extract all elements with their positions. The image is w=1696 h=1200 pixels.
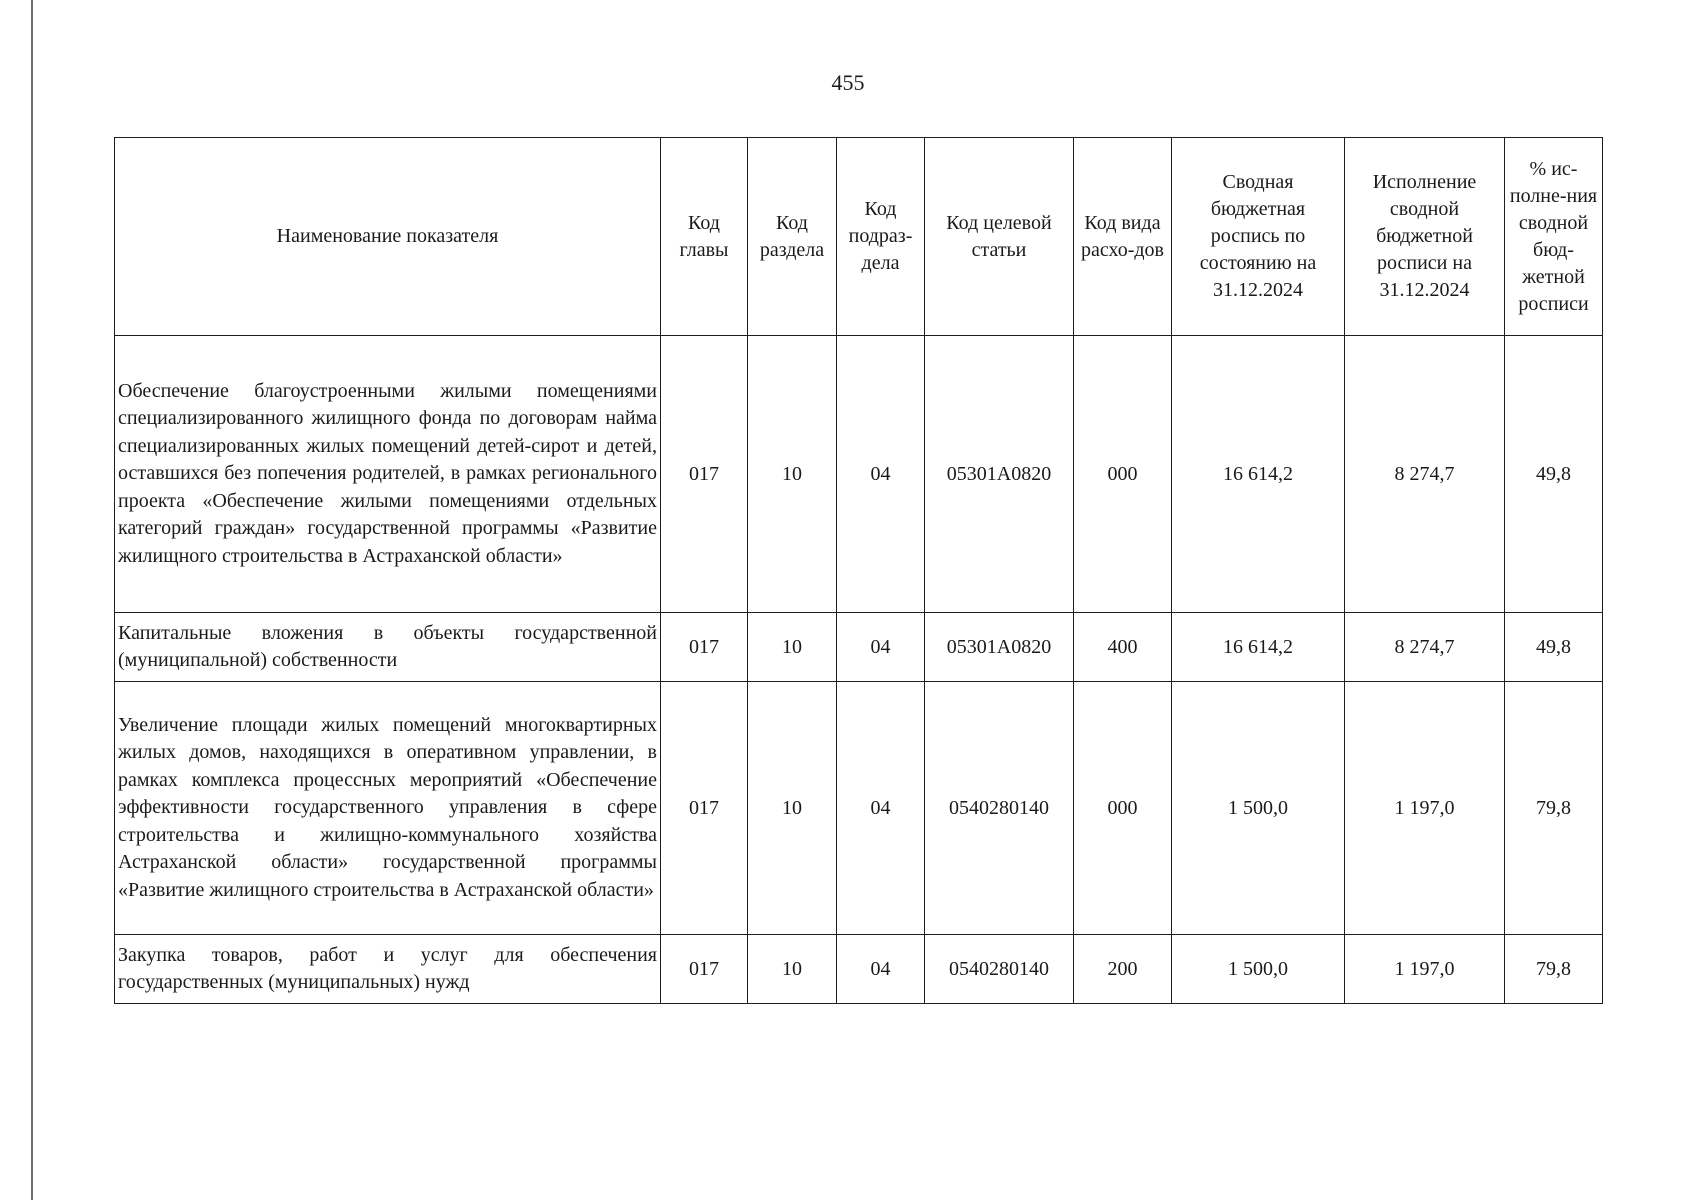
expense-type-cell: 400 [1074,613,1172,682]
header-execution-percent: % ис-полне-ния сводной бюд-жетной росписи [1505,138,1603,336]
executed-amount-cell: 8 274,7 [1345,336,1505,613]
section-code-cell: 10 [748,682,837,935]
section-code-cell: 10 [748,336,837,613]
target-code-cell: 05301А0820 [925,613,1074,682]
subsection-code-cell: 04 [837,336,925,613]
expense-type-cell: 000 [1074,682,1172,935]
executed-amount-cell: 1 197,0 [1345,935,1505,1004]
header-executed-budget: Исполнение сводной бюджетной росписи на 31.12.2024 [1345,138,1505,336]
planned-amount-cell: 16 614,2 [1172,336,1345,613]
header-section-code: Код раздела [748,138,837,336]
percent-cell: 79,8 [1505,682,1603,935]
target-code-cell: 0540280140 [925,682,1074,935]
table-header-row [115,138,1603,336]
chapter-code-cell: 017 [661,935,748,1004]
chapter-code-cell: 017 [661,336,748,613]
executed-amount-cell: 8 274,7 [1345,613,1505,682]
section-code-cell: 10 [748,935,837,1004]
table-row [115,682,1603,935]
expense-type-cell: 200 [1074,935,1172,1004]
table-row [115,336,1603,613]
expense-type-cell: 000 [1074,336,1172,613]
percent-cell: 79,8 [1505,935,1603,1004]
executed-amount-cell: 1 197,0 [1345,682,1505,935]
planned-amount-cell: 16 614,2 [1172,613,1345,682]
indicator-name-cell: Увеличение площади жилых помещений многоквартирных жилых домов, находящихся в оперативном управлении, в рамках комплекса процессных мероприятий «Обеспечение эффективности государственного управления в сфере строительства и жилищно-коммунального хозяйства Астраханской области» государственной программы «Развитие жилищного строительства в Астраханской области» [115,682,661,935]
header-subsection-code: Код подраз-дела [837,138,925,336]
header-expense-type-code: Код вида расхо-дов [1074,138,1172,336]
subsection-code-cell: 04 [837,682,925,935]
percent-cell: 49,8 [1505,336,1603,613]
header-target-code: Код целевой статьи [925,138,1074,336]
subsection-code-cell: 04 [837,935,925,1004]
indicator-name-cell: Обеспечение благоустроенными жилыми помещениями специализированного жилищного фонда по договорам найма специализированных жилых помещений детей-сирот и детей, оставшихся без попечения родителей, в рамках регионального проекта «Обеспечение жилыми помещениями отдельных категорий граждан» государственной программы «Развитие жилищного строительства в Астраханской области» [115,336,661,613]
table-row [115,935,1603,1004]
section-code-cell: 10 [748,613,837,682]
table-row [115,613,1603,682]
subsection-code-cell: 04 [837,613,925,682]
chapter-code-cell: 017 [661,682,748,935]
header-indicator-name: Наименование показателя [115,138,661,336]
header-chapter-code: Код главы [661,138,748,336]
target-code-cell: 0540280140 [925,935,1074,1004]
target-code-cell: 05301А0820 [925,336,1074,613]
percent-cell: 49,8 [1505,613,1603,682]
page-number: 455 [831,70,865,95]
chapter-code-cell: 017 [661,613,748,682]
header-planned-budget: Сводная бюджетная роспись по состоянию на 31.12.2024 [1172,138,1345,336]
indicator-name-cell: Капитальные вложения в объекты государственной (муниципальной) собственности [115,613,661,682]
indicator-name-cell: Закупка товаров, работ и услуг для обеспечения государственных (муниципальных) нужд [115,935,661,1004]
planned-amount-cell: 1 500,0 [1172,935,1345,1004]
planned-amount-cell: 1 500,0 [1172,682,1345,935]
binding-edge-line [31,0,33,1200]
budget-execution-table [114,137,1603,1004]
